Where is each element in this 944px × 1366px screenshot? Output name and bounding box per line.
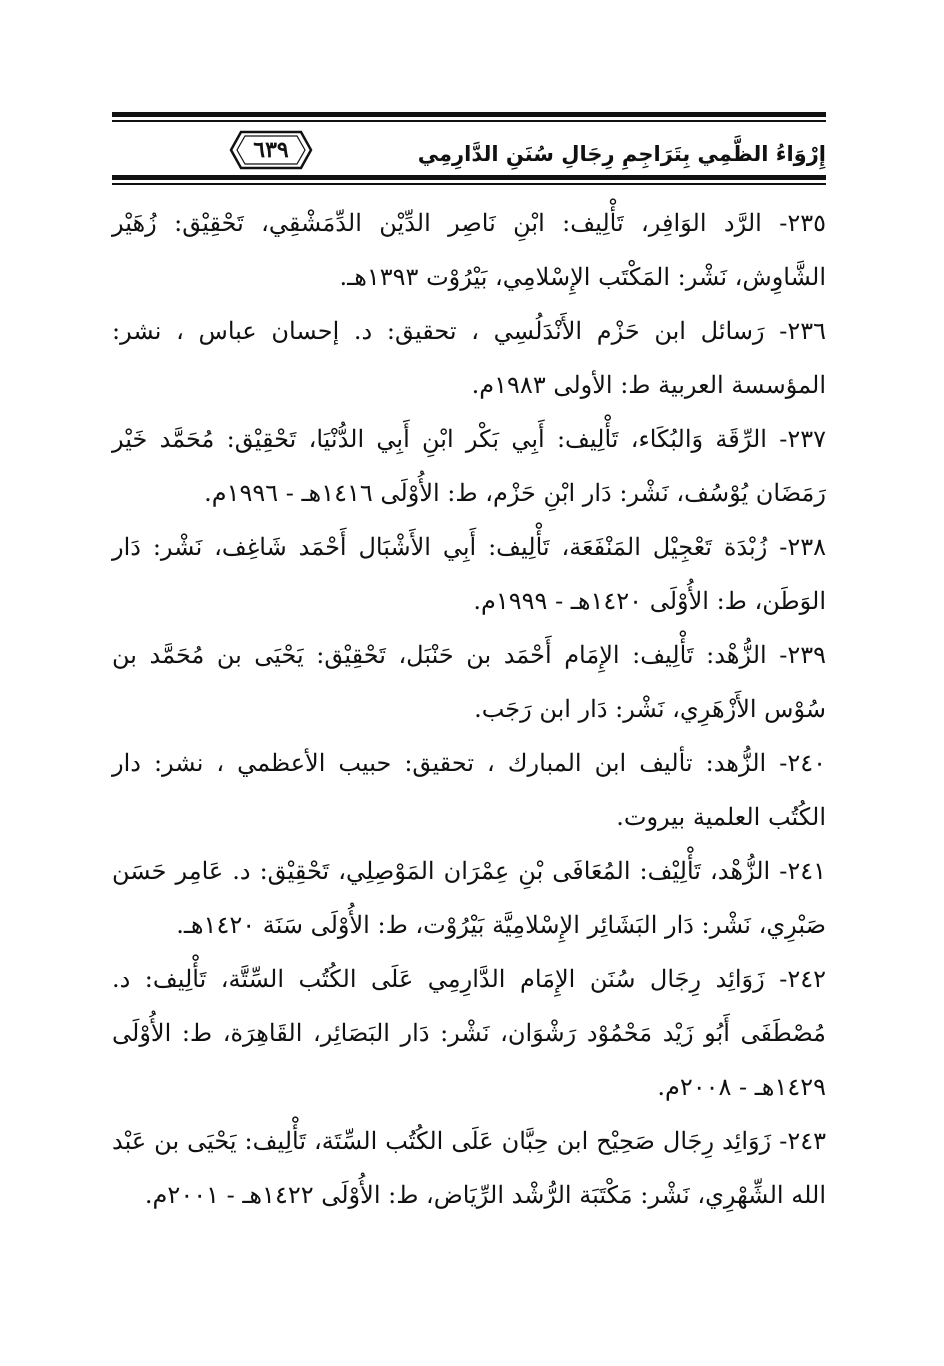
entry-text: الرِّقَة وَالبُكَاء، تَأْلِيف: أَبِي بَكْر ابْنِ أَبِي الدُّنْيَا، تَحْقِيْق: مُحَمَّد خَيْر رَمَضَان يُوْسُف، نَشْر: دَار ابْنِ حَزْم، ط: الأُوْلَى ١٤١٦هـ - ١٩٩٦م.: [112, 425, 826, 507]
bibliography-list: [112, 196, 826, 1222]
entry-number: ٢٤٢-: [779, 965, 826, 993]
entry-text: الرَّد الوَافِر، تَأْلِيف: ابْنِ نَاصِر الدِّيْن الدِّمَشْقِي، تَحْقِيْق: زُهَيْر الشَّاوِش، نَشْر: المَكْتَب الإِسْلامِي، بَيْرُوْت ١٣٩٣هـ.: [112, 209, 826, 291]
entry-text: الزُّهْد: تَأْلِيف: الإِمَام أَحْمَد بن حَنْبَل، تَحْقِيْق: يَحْيَى بن مُحَمَّد بن سُوْس الأَزْهَرِي، نَشْر: دَار ابن رَجَب.: [112, 641, 826, 723]
entry-text: زَوَائِد رِجَال سُنَن الإِمَام الدَّارِمِي عَلَى الكُتُب السِّتَّة، تَأْلِيف: د. مُصْطَفَى أَبُو زَيْد مَحْمُوْد رَشْوَان، نَشْر: دَار البَصَائِر، القَاهِرَة، ط: الأُوْلَى ١٤٢٩هـ - ٢٠٠٨م.: [112, 965, 827, 1101]
entry-text: زُبْدَة تَعْجِيْل المَنْفَعَة، تَأْلِيف: أَبِي الأَشْبَال أَحْمَد شَاغِف، نَشْر: دَار الوَطَن، ط: الأُوْلَى ١٤٢٠هـ - ١٩٩٩م.: [112, 533, 826, 615]
entry-text: رَسائل ابن حَزْم الأَنْدَلُسِي ، تحقيق: د. إحسان عباس ، نشر: المؤسسة العربية ط: الأولى ١٩٨٣م.: [112, 317, 826, 399]
entry-text: زَوَائِد رِجَال صَحِيْح ابن حِبَّان عَلَى الكُتُب السِّتَة، تَأْلِيف: يَحْيَى بن عَبْد الله الشِّهْرِي، نَشْر: مَكْتَبَة الرُّشْد الرِّيَاض، ط: الأُوْلَى ١٤٢٢هـ - ٢٠٠١م.: [112, 1127, 826, 1209]
entry-text: الزُّهْد، تَأْلِيْف: المُعَافَى بْنِ عِمْرَان المَوْصِلِي، تَحْقِيْق: د. عَامِر حَسَن صَبْرِي، نَشْر: دَار البَشَائِر الإِسْلامِيَّة بَيْرُوْت، ط: الأُوْلَى سَنَة ١٤٢٠هـ.: [112, 857, 826, 939]
entry-number: ٢٤٣-: [779, 1127, 826, 1155]
bibliography-entry-235: [112, 196, 826, 304]
header-top-rule-thin: [112, 120, 826, 122]
entry-number: ٢٤٠-: [779, 749, 826, 777]
entry-number: ٢٣٥-: [779, 209, 826, 237]
entry-number: ٢٣٩-: [779, 641, 826, 669]
entry-number: ٢٣٨-: [779, 533, 826, 561]
bibliography-entry-242: [112, 952, 826, 1114]
header-bottom-rule-thin: [112, 183, 826, 185]
bibliography-entry-243: [112, 1114, 826, 1222]
page-number-badge: [229, 129, 313, 171]
bibliography-entry-238: [112, 520, 826, 628]
header-top-rule-thick: [112, 112, 826, 117]
bibliography-entry-237: [112, 412, 826, 520]
entry-number: ٢٣٦-: [779, 317, 826, 345]
bibliography-entry-236: [112, 304, 826, 412]
entry-number: ٢٣٧-: [779, 425, 826, 453]
bibliography-entry-240: [112, 736, 826, 844]
header-bottom-rule-thick: [112, 175, 826, 180]
bibliography-entry-239: [112, 628, 826, 736]
page-number: ٦٣٩: [253, 137, 289, 163]
entry-number: ٢٤١-: [779, 857, 826, 885]
entry-text: الزُّهد: تأليف ابن المبارك ، تحقيق: حبيب الأعظمي ، نشر: دار الكُتُب العلمية بيروت.: [112, 749, 826, 831]
bibliography-entry-241: [112, 844, 826, 952]
running-header-title: إِرْوَاءُ الظَّمِي بِتَرَاجِمِ رِجَالِ سُنَنِ الدَّارِمِي: [417, 142, 826, 166]
